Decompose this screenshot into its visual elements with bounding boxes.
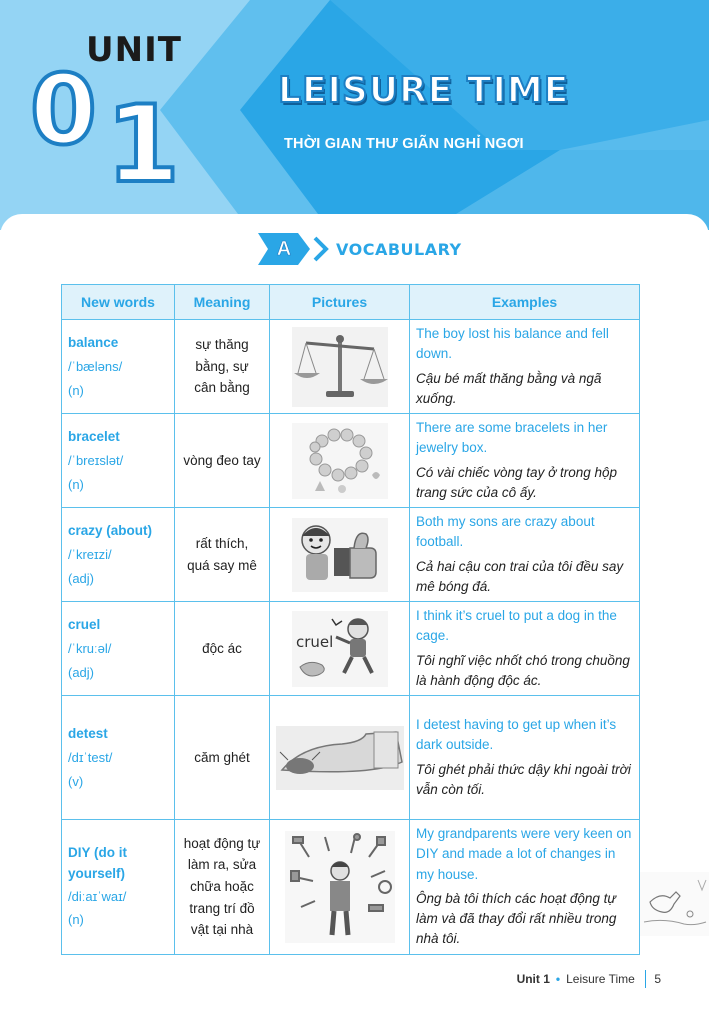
unit-number-second-digit: 1 [106, 83, 180, 206]
unit-title: LEISURE TIME [278, 70, 570, 111]
unit-banner [0, 0, 709, 230]
unit-number-first-digit: 0 [30, 54, 97, 166]
pronunciation: /ˈkruːəl/ [68, 641, 112, 657]
example-cell [410, 508, 640, 602]
part-of-speech: (n) [68, 382, 84, 398]
diy-tools-icon [285, 831, 395, 943]
part-of-speech: (v) [68, 773, 84, 789]
example-cell [410, 320, 640, 414]
word-cell [62, 414, 175, 508]
word-cell [62, 320, 175, 414]
pronunciation: /diːaɪˈwaɪ/ [68, 888, 127, 904]
table-row [62, 508, 640, 602]
meaning: vòng đeo tay [175, 414, 270, 508]
picture-cell [270, 820, 410, 955]
pronunciation: /ˈkreɪzi/ [68, 547, 112, 563]
footer-divider [645, 970, 647, 988]
section-header [258, 232, 462, 266]
section-title: VOCABULARY [336, 239, 462, 259]
meaning: rất thích, quá say mê [175, 508, 270, 602]
example-cell [410, 820, 640, 955]
word-cell [62, 508, 175, 602]
example-english: I think it’s cruel to put a dog in the cage. [416, 608, 617, 644]
example-english: My grandparents were very keen on DIY and made a lot of changes in my house. [416, 826, 632, 882]
headword: detest [68, 725, 108, 741]
page-number: 5 [654, 972, 661, 986]
footer-bullet-icon: • [555, 972, 561, 986]
table-row [62, 414, 640, 508]
picture-cell [270, 696, 410, 820]
header-meaning: Meaning [175, 285, 270, 320]
shoe-cockroach-icon [276, 726, 404, 790]
header-new-words: New words [62, 285, 175, 320]
pronunciation: /ˈbreɪslət/ [68, 453, 124, 469]
unit-label: UNIT [86, 30, 182, 70]
example-cell [410, 414, 640, 508]
cruel-boy-icon [292, 611, 388, 687]
header-examples: Examples [410, 285, 640, 320]
word-cell [62, 820, 175, 955]
footer-unit: Unit 1 [516, 972, 550, 986]
part-of-speech: (n) [68, 912, 84, 928]
section-letter: A [276, 238, 292, 260]
meaning: độc ác [175, 602, 270, 696]
table-row [62, 602, 640, 696]
example-vietnamese: Cậu bé mất thăng bằng và ngã xuống. [416, 370, 602, 406]
footer-title: Leisure Time [566, 972, 635, 986]
part-of-speech: (adj) [68, 664, 95, 680]
meaning: sự thăng bằng, sự cân bằng [175, 320, 270, 414]
part-of-speech: (adj) [68, 570, 95, 586]
picture-caption: cruel [295, 632, 333, 651]
example-vietnamese: Tôi ghét phải thức dậy khi ngoài trời vẫn còn tối. [416, 761, 631, 797]
example-english: There are some bracelets in her jewelry box. [416, 420, 608, 456]
pronunciation: /dɪˈtest/ [68, 750, 113, 766]
chevron-right-icon [312, 236, 330, 262]
table-row [62, 820, 640, 955]
table-row [62, 320, 640, 414]
picture-cell [270, 320, 410, 414]
example-english: Both my sons are crazy about football. [416, 514, 595, 550]
word-cell [62, 602, 175, 696]
vocabulary-table [61, 284, 640, 955]
headword: DIY (do it yourself) [68, 844, 127, 882]
example-cell [410, 696, 640, 820]
headword: bracelet [68, 428, 120, 444]
page-footer [517, 970, 661, 988]
word-cell [62, 696, 175, 820]
example-vietnamese: Tôi nghĩ việc nhốt chó trong chuồng là hành động độc ác. [416, 652, 630, 688]
picture-cell [270, 602, 410, 696]
meaning: hoạt động tự làm ra, sửa chữa hoặc trang trí đồ vật tại nhà [175, 820, 270, 955]
table-row [62, 696, 640, 820]
scales-icon [292, 327, 388, 407]
pronunciation: /ˈbæləns/ [68, 359, 123, 375]
example-vietnamese: Cả hai cậu con trai của tôi đều say mê bóng đá. [416, 558, 624, 594]
meaning: căm ghét [175, 696, 270, 820]
example-english: The boy lost his balance and fell down. [416, 326, 609, 362]
example-vietnamese: Ông bà tôi thích các hoạt động tự làm và đã thay đổi rất nhiều trong nhà tôi. [416, 890, 617, 947]
headword: crazy (about) [68, 522, 153, 538]
table-header-row [62, 285, 640, 320]
header-pictures: Pictures [270, 285, 410, 320]
picture-cell [270, 414, 410, 508]
section-letter-badge [258, 233, 310, 265]
picture-cell [270, 508, 410, 602]
unit-subtitle: THỜI GIAN THƯ GIÃN NGHỈ NGƠI [284, 136, 524, 152]
example-cell [410, 602, 640, 696]
thumbs-up-kid-icon [292, 518, 388, 592]
dinosaur-sketch-icon [640, 872, 709, 936]
part-of-speech: (n) [68, 476, 84, 492]
headword: balance [68, 334, 119, 350]
bracelet-icon [292, 423, 388, 499]
example-vietnamese: Có vài chiếc vòng tay ở trong hộp trang sức của cô ấy. [416, 464, 618, 500]
example-english: I detest having to get up when it’s dark outside. [416, 717, 617, 753]
headword: cruel [68, 616, 101, 632]
